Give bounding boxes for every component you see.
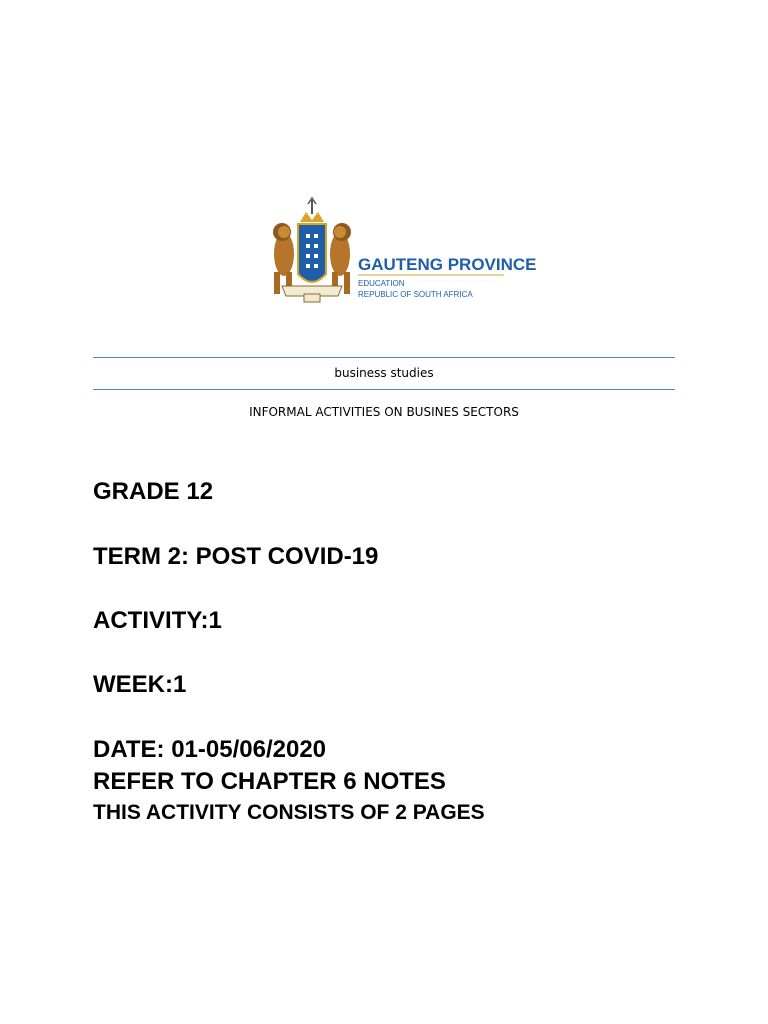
svg-text:REPUBLIC OF SOUTH AFRICA: REPUBLIC OF SOUTH AFRICA — [358, 290, 473, 299]
activity-label: ACTIVITY:1 — [93, 607, 222, 634]
refer-label: REFER TO CHAPTER 6 NOTES — [93, 768, 446, 795]
header-rule-bottom — [93, 389, 675, 390]
right-lion — [330, 223, 351, 294]
svg-text:GAUTENG PROVINCE: GAUTENG PROVINCE — [358, 255, 537, 274]
gauteng-logo — [262, 182, 537, 342]
coat-of-arms-icon — [262, 182, 537, 342]
week-label: WEEK:1 — [93, 671, 187, 698]
left-lion — [273, 223, 294, 294]
subject-title: business studies — [334, 366, 434, 380]
term-label: TERM 2: POST COVID-19 — [93, 543, 379, 570]
pages-label: THIS ACTIVITY CONSISTS OF 2 PAGES — [93, 801, 485, 824]
grade-label: GRADE 12 — [93, 478, 214, 505]
header-rule-top — [93, 357, 675, 358]
date-label: DATE: 01-05/06/2020 — [93, 736, 327, 763]
activity-subtitle: INFORMAL ACTIVITIES ON BUSINES SECTORS — [249, 405, 519, 419]
svg-text:EDUCATION: EDUCATION — [358, 279, 405, 288]
